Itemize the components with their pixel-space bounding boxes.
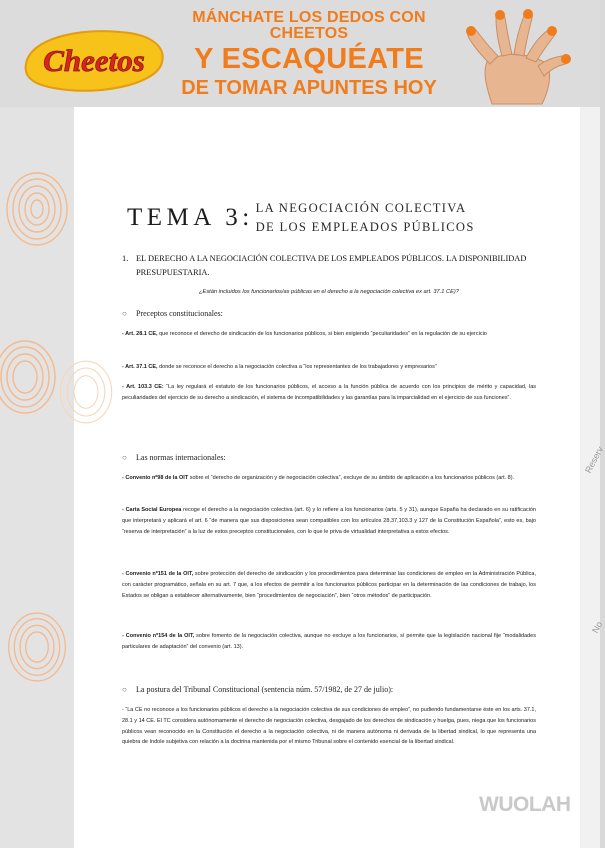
paragraph-label: - Carta Social Europea xyxy=(122,507,182,513)
paragraph-label: - Convenio nº98 de la OIT xyxy=(122,475,189,481)
page-title xyxy=(127,199,537,237)
title-main: TEMA 3: xyxy=(127,204,254,231)
subheading-text: Las normas internacionales: xyxy=(136,453,226,462)
ad-tagline xyxy=(176,10,442,98)
title-subtitle xyxy=(254,199,475,237)
paragraph xyxy=(122,569,536,601)
orange-hand-icon xyxy=(462,8,574,104)
cheetos-logo xyxy=(20,24,168,96)
subheading-text: La postura del Tribunal Constitucional (sentencia núm. 57/1982, de 27 de julio): xyxy=(136,685,394,694)
subheading-constitucional xyxy=(122,685,536,694)
section-number: 1. xyxy=(122,254,129,263)
paragraph xyxy=(122,473,536,484)
bullet-icon: ○ xyxy=(122,309,127,318)
paragraph-text: sobre protección del derecho de sindicación y los procedimientos para determinar las condiciones de empleo en la Administración Pública, con carácter programático, señala en su art. 7 que, a los efectos de permitir a los funcionarios públicos participar en la determinación de las condiciones de trabajo, los Estados se obligan a establecer alternativamente, bien “procedimientos de negociación”, bien “otros métodos” de participación. xyxy=(122,571,536,599)
side-note-2: No xyxy=(590,619,605,635)
question: ¿Están incluidos los funcionarios/as públicas en el derecho a la negociación colectiva ex art. 37.1 CE)? xyxy=(199,289,459,295)
ad-line-2: Y ESCAQUÉATE xyxy=(194,43,424,75)
paragraph xyxy=(122,362,536,373)
ad-line-1: MÁNCHATE LOS DEDOS CON CHEETOS xyxy=(192,9,426,42)
paragraph-text: sobre fomento de la negociación colectiva, aunque no excluye a los funcionarios, sí permite que la legislación nacional fije “modalidades particulares de adaptación” del convenio (art. 13). xyxy=(122,633,536,650)
paragraph xyxy=(122,382,536,404)
left-margin xyxy=(0,107,74,848)
document-page xyxy=(74,107,580,848)
paragraph-text: - “La CE no reconoce a los funcionarios públicos el derecho a la negociación colectiva de sus condiciones de empleo”, no pudiendo fundamentarse éste en los arts. 37.1, 28.1 y 14 CE. El TC considera autónomamente el derecho de negociación colectiva, desgajado de los derechos de sindicación y huelga, pues, niega que los funcionarios públicos vean reconocido en la Constitución el derecho a la negociación colectiva, ni de manera autónoma ni derivada de la libertad sindical, lo que representa una quiebra de índole subjetiva con relación a la doctrina mantenida por el mismo Tribunal sobre el contenido esencial de la libertad sindical. xyxy=(122,707,536,746)
paragraph-label: - Convenio nº151 de la OIT, xyxy=(122,571,194,577)
ad-banner[interactable] xyxy=(0,0,600,107)
bullet-icon: ○ xyxy=(122,453,127,462)
section-title: EL DERECHO A LA NEGOCIACIÓN COLECTIVA DE LOS EMPLEADOS PÚBLICOS. LA DISPONIBILIDAD PRESUPUESTARIA. xyxy=(136,254,527,277)
paragraph-text: “La ley regulará el estatuto de los funcionarios públicos, el acceso a la función pública de acuerdo con los principios de mérito y capacidad, las peculiaridades del ejercicio de su derecho a sindicación, el sistema de incompatibilidades y las garantías para la imparcialidad en el ejercicio de sus funciones”. xyxy=(122,384,536,401)
paragraph-label: - Art. 28.1 CE, xyxy=(122,331,158,337)
paragraph-label: - Art. 103.3 CE: xyxy=(122,384,164,390)
paragraph xyxy=(122,505,536,537)
subheading-text: Preceptos constitucionales: xyxy=(136,309,223,318)
title-line-1: LA NEGOCIACIÓN COLECTIVA xyxy=(255,201,467,215)
section-heading xyxy=(122,252,536,280)
fingerprint-icon xyxy=(4,607,70,687)
paragraph xyxy=(122,329,536,340)
wuolah-watermark: WUOLAH xyxy=(479,793,571,816)
fingerprint-icon xyxy=(2,169,72,249)
bullet-icon: ○ xyxy=(122,685,127,694)
fingerprint-icon xyxy=(56,357,116,427)
cheetos-logo-text: Cheetos xyxy=(43,43,145,78)
paragraph-label: - Art. 37.1 CE, xyxy=(122,364,158,370)
paragraph-text: que reconoce el derecho de sindicación de los funcionarios públicos, si bien exigiendo “peculiaridades” en la regulación de su ejercicio xyxy=(157,331,487,337)
subheading-preceptos xyxy=(122,309,536,318)
paragraph-label: - Convenio nº154 de la OIT, xyxy=(122,633,195,639)
paragraph xyxy=(122,705,536,748)
paragraph-text: donde se reconoce el derecho a la negociación colectiva a “los representantes de los trabajadores y empresarios” xyxy=(157,364,437,370)
title-line-2: DE LOS EMPLEADOS PÚBLICOS xyxy=(255,219,475,234)
fingerprint-icon xyxy=(0,337,60,417)
subheading-internacionales xyxy=(122,453,536,462)
paragraph-text: recoge el derecho a la negociación colectiva (art. 6) y lo refiere a los funcionarios (arts. 5 y 31), aunque España ha declarado en su ratificación que interpretará y aplicará el art. 6 “de manera que sus disposiciones sean compatibles con los artículos 28,37,103.3 y 127 de la Constitución Española”, esto es, bajo “reserva de interpretación” a la luz de estos preceptos constitucionales, con lo que le priva de virtualidad interpretativa a estos efectos. xyxy=(122,507,536,535)
side-note-1: Reserv xyxy=(583,444,605,475)
ad-line-3: DE TOMAR APUNTES HOY xyxy=(181,77,437,99)
right-margin xyxy=(580,107,600,848)
paragraph-text: sobre el “derecho de organización y de negociación colectiva”, excluye de su ámbito de aplicación a los funcionarios públicos (art. 8). xyxy=(188,475,515,481)
paragraph xyxy=(122,631,536,653)
